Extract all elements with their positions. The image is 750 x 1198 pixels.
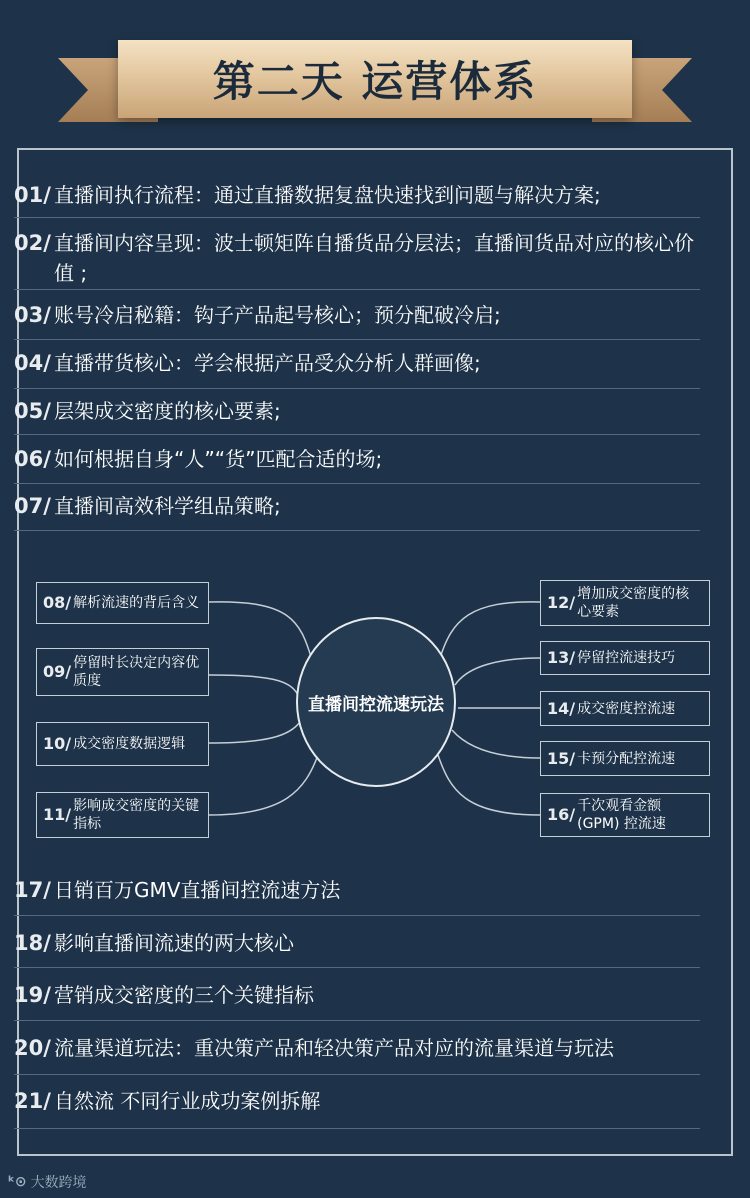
connector-line: [455, 658, 540, 685]
item-text: 日销百万GMV直播间控流速方法: [54, 878, 341, 902]
mindmap-node: [36, 792, 209, 838]
list-item: [14, 875, 700, 916]
item-number: 21/: [14, 1089, 51, 1113]
node-number: 10/: [43, 734, 72, 753]
item-text: 直播间内容呈现：波士顿矩阵自播货品分层法；直播间货品对应的核心价值 ;: [54, 231, 694, 285]
connector-line: [452, 730, 540, 758]
watermark-text: 大数跨境: [30, 1175, 87, 1191]
item-number: 20/: [14, 1036, 51, 1060]
mindmap-node: [36, 582, 209, 624]
node-text: 停留控流速技巧: [577, 650, 676, 666]
item-text: 层架成交密度的核心要素;: [54, 399, 281, 423]
item-number: 06/: [14, 447, 51, 471]
list-item: [14, 1086, 700, 1129]
item-number: 02/: [14, 231, 51, 255]
item-text: 直播间高效科学组品策略;: [54, 494, 281, 518]
watermark: [8, 1172, 87, 1192]
item-text: 流量渠道玩法：重决策产品和轻决策产品对应的流量渠道与玩法: [54, 1036, 614, 1060]
node-number: 13/: [547, 648, 576, 667]
node-number: 08/: [43, 593, 72, 612]
item-number: 17/: [14, 878, 51, 902]
node-text: 成交密度控流速: [577, 700, 676, 717]
mindmap-node: [36, 722, 209, 766]
mindmap-node: [540, 691, 710, 726]
node-text: 成交密度数据逻辑: [73, 736, 186, 752]
mindmap-center-label: 直播间控流速玩法: [308, 694, 444, 715]
mindmap-node: [540, 641, 710, 675]
node-text: 解析流速的背后含义: [73, 595, 200, 611]
node-number: 16/: [547, 805, 576, 824]
connector-line: [209, 602, 312, 660]
mindmap-node: [540, 793, 710, 837]
list-item: [14, 928, 700, 968]
item-text: 营销成交密度的三个关键指标: [54, 983, 314, 1007]
node-text: 千次观看金额 (GPM) 控流速: [577, 798, 666, 832]
node-text: 影响成交密度的关键指标: [73, 798, 200, 832]
node-number: 11/: [43, 805, 72, 824]
item-number: 18/: [14, 931, 51, 955]
item-text: 自然流 不同行业成功案例拆解: [54, 1089, 321, 1113]
list-item: [14, 1033, 700, 1075]
item-text: 账号冷启秘籍：钩子产品起号核心；预分配破冷启;: [54, 303, 501, 327]
node-text: 增加成交密度的核心要素: [577, 586, 690, 620]
item-number: 05/: [14, 399, 51, 423]
item-text: 影响直播间流速的两大核心: [54, 931, 294, 955]
item-number: 01/: [14, 183, 51, 207]
item-number: 19/: [14, 983, 51, 1007]
mindmap-center: [296, 617, 456, 787]
connector-line: [440, 602, 540, 658]
node-text: 卡预分配控流速: [577, 750, 676, 767]
item-text: 如何根据自身“人”“货”匹配合适的场;: [54, 447, 383, 471]
list-item: [14, 980, 700, 1021]
node-number: 12/: [547, 593, 576, 612]
mindmap-node: [540, 580, 710, 626]
mindmap-node: [540, 741, 710, 776]
page-title: 第二天 运营体系: [212, 57, 538, 106]
connector-line: [438, 755, 540, 815]
watermark-logo-icon: ᵏ⊙: [8, 1174, 27, 1190]
item-text: 直播间执行流程：通过直播数据复盘快速找到问题与解决方案;: [54, 183, 601, 207]
item-number: 04/: [14, 351, 51, 375]
node-number: 09/: [43, 662, 72, 681]
item-number: 07/: [14, 494, 51, 518]
node-number: 15/: [547, 748, 576, 768]
node-text: 停留时长决定内容优质度: [73, 655, 200, 689]
item-number: 03/: [14, 303, 51, 327]
item-text: 直播带货核心：学会根据产品受众分析人群画像;: [54, 351, 481, 375]
connector-line: [209, 675, 298, 695]
node-number: 14/: [547, 698, 576, 718]
connector-line: [209, 722, 300, 743]
connector-line: [209, 755, 318, 815]
mindmap-node: [36, 648, 209, 696]
